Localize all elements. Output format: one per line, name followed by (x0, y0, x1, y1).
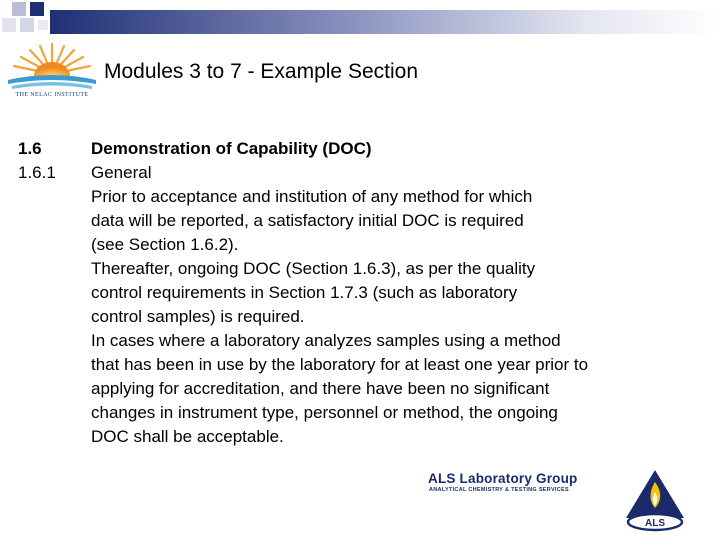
paragraph-line: Prior to acceptance and institution of any method for which (91, 187, 533, 206)
header-gradient-band (50, 10, 720, 34)
paragraph-line: DOC shall be acceptable. (91, 427, 284, 446)
decor-square (12, 2, 26, 16)
als-logo (426, 468, 706, 534)
paragraph-line: data will be reported, a satisfactory initial DOC is required (91, 211, 524, 230)
decor-square (2, 18, 16, 32)
paragraph-line: control requirements in Section 1.7.3 (such as laboratory (91, 283, 518, 302)
nelac-logo-text: THE NELAC INSTITUTE (15, 92, 89, 98)
flame-triangle-icon (622, 468, 688, 532)
subsection-number: 1.6.1 (18, 163, 56, 182)
paragraph-line: applying for accreditation, and there have been no significant (91, 379, 550, 398)
paragraph-line: control samples) is required. (91, 307, 305, 326)
paragraph-line: In cases where a laboratory analyzes samples using a method (91, 331, 561, 350)
als-logo-name: ALS Laboratory Group (428, 471, 578, 486)
decor-square (30, 2, 44, 16)
paragraph-line: Thereafter, ongoing DOC (Section 1.6.3), as per the quality (91, 259, 536, 278)
paragraph-line: changes in instrument type, personnel or method, the ongoing (91, 403, 558, 422)
section-heading: Demonstration of Capability (DOC) (91, 139, 372, 158)
subsection-heading: General (91, 163, 152, 182)
section-number: 1.6 (18, 139, 42, 158)
decor-square (38, 20, 48, 30)
section-content (91, 137, 706, 449)
paragraph-line: that has been in use by the laboratory for at least one year prior to (91, 355, 589, 374)
als-mark-text: ALS (645, 518, 665, 529)
decor-square (20, 18, 34, 32)
als-logo-tagline: ANALYTICAL CHEMISTRY & TESTING SERVICES (429, 487, 569, 493)
slide-title: Modules 3 to 7 - Example Section (104, 60, 418, 83)
paragraph-line: (see Section 1.6.2). (91, 235, 239, 254)
